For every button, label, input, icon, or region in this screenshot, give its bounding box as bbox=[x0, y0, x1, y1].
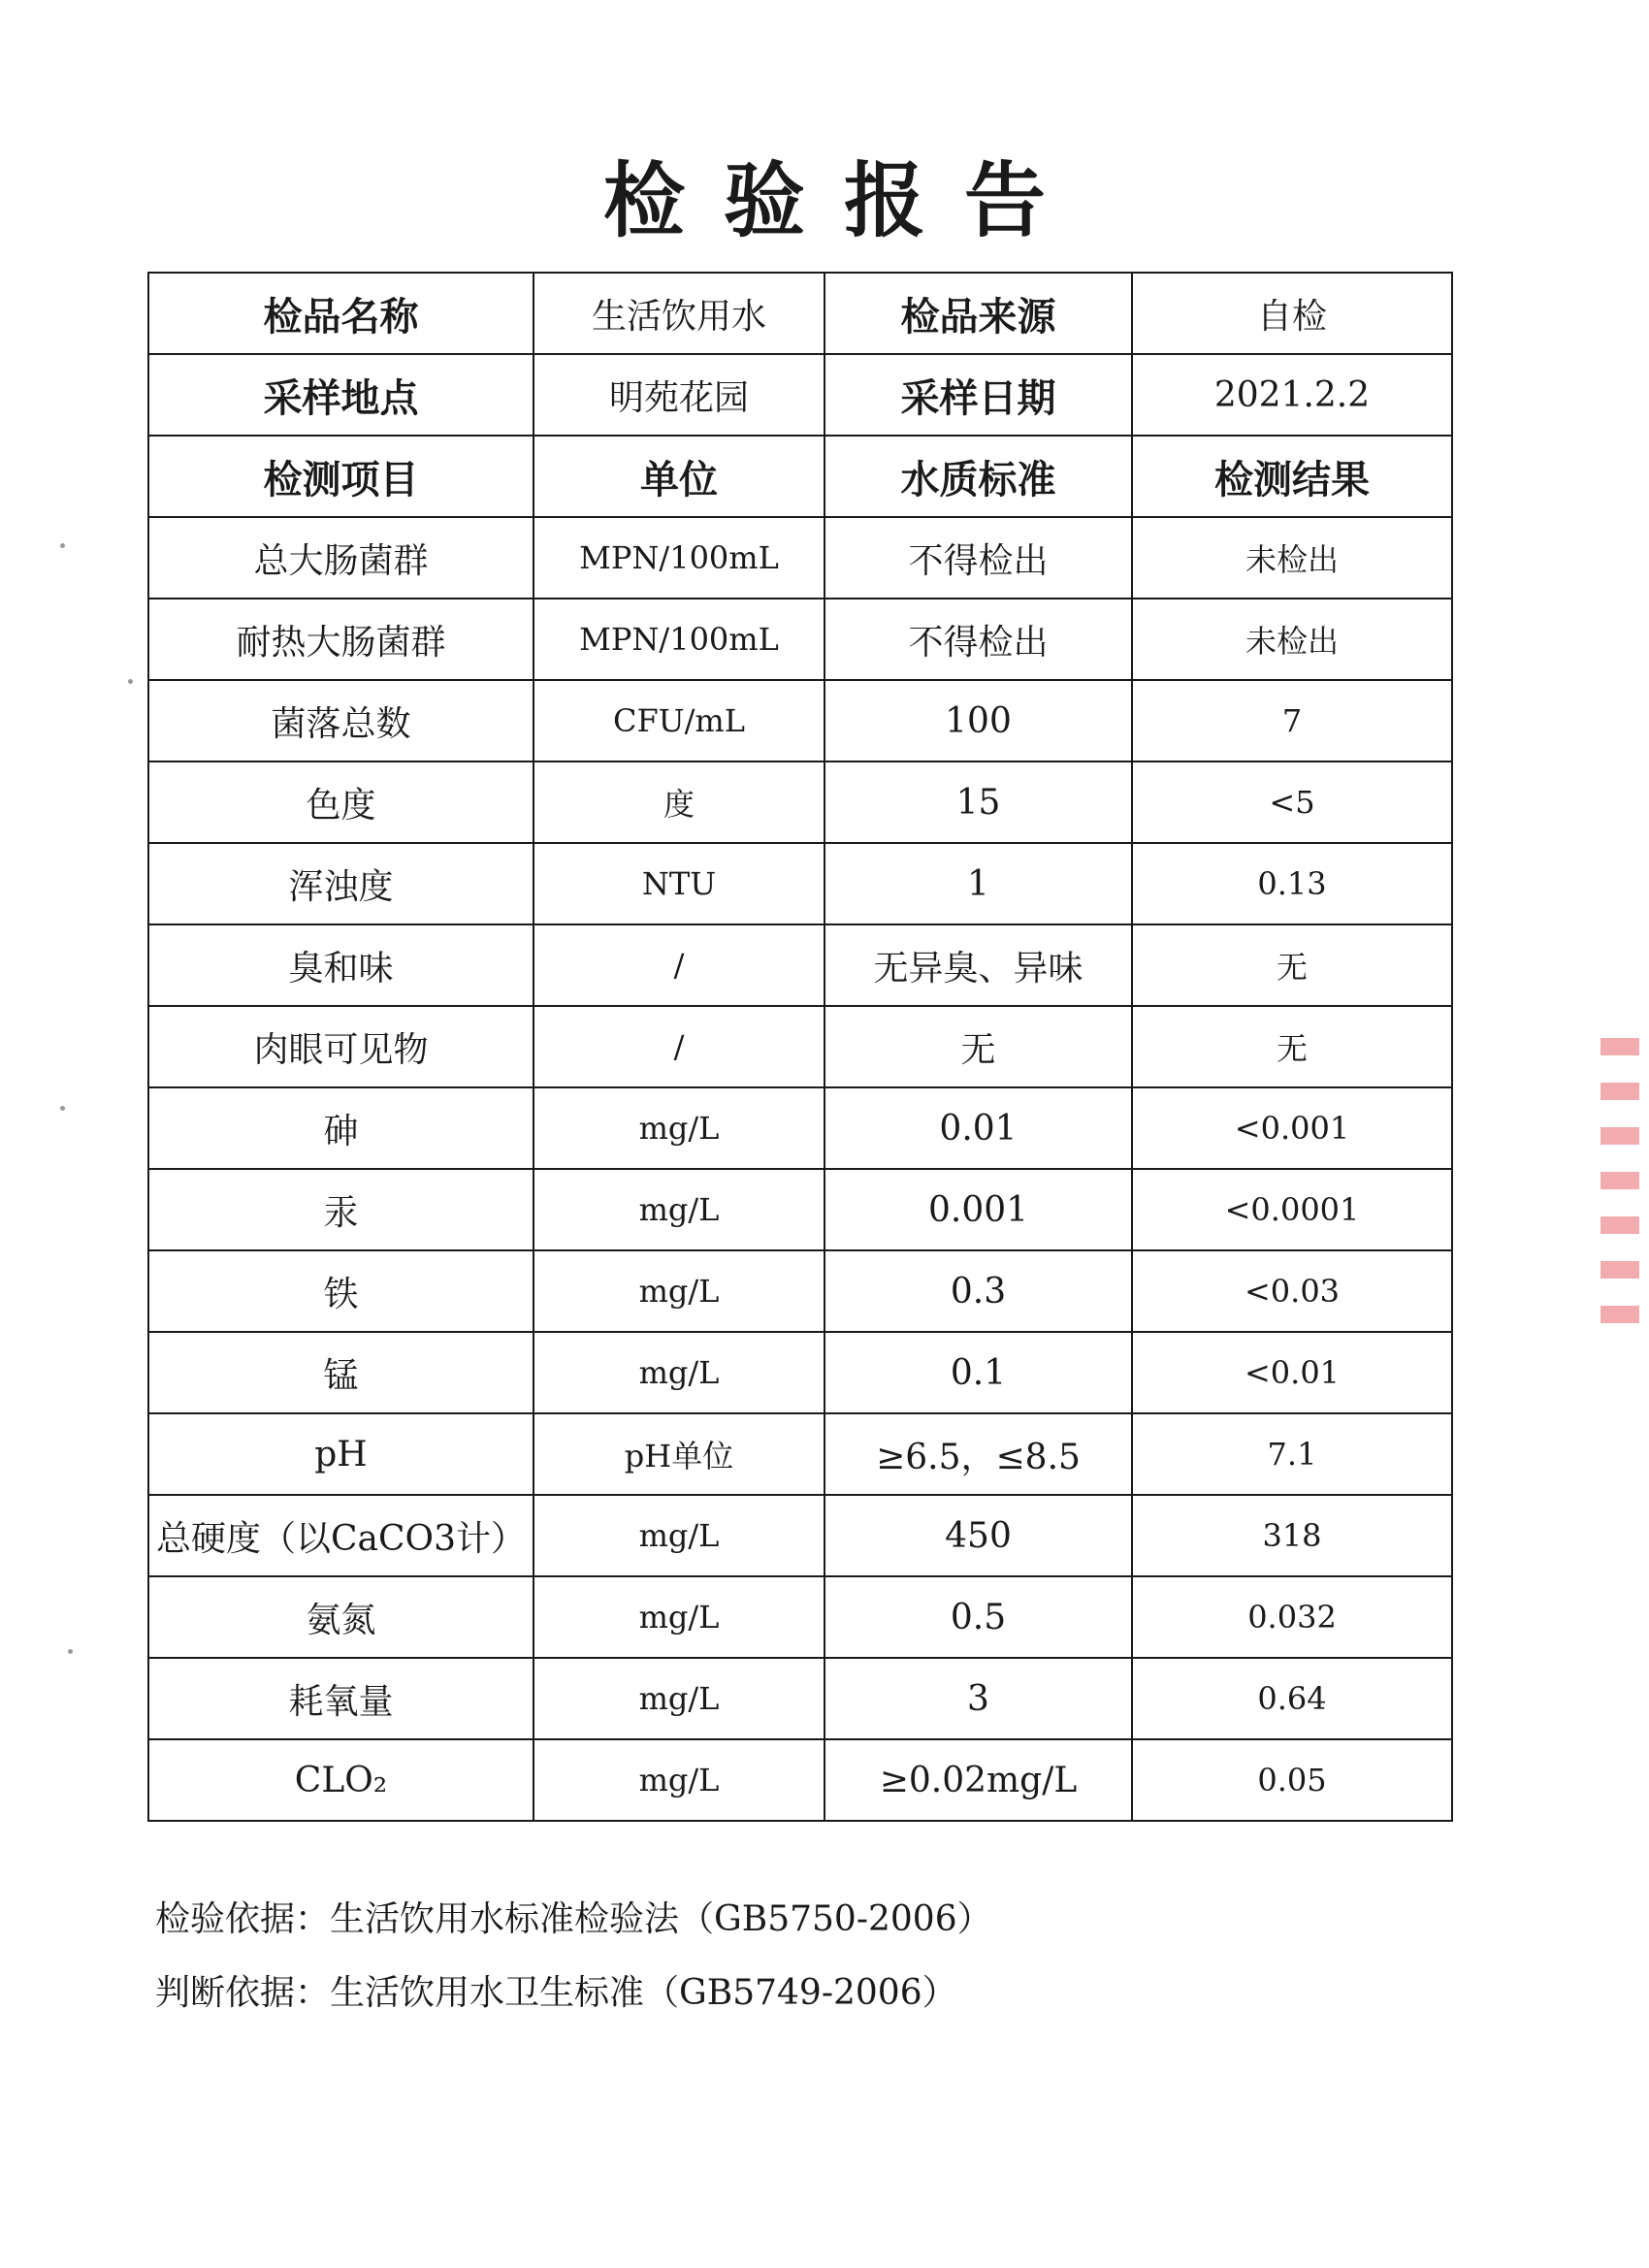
sampling-location-value: 明苑花园 bbox=[534, 354, 824, 436]
unit-cell: mg/L bbox=[534, 1332, 824, 1413]
table-row bbox=[148, 1576, 1452, 1658]
table-row bbox=[148, 1413, 1452, 1495]
unit-cell: / bbox=[534, 924, 824, 1006]
item-cell: 总大肠菌群 bbox=[148, 517, 534, 599]
unit-cell: CFU/mL bbox=[534, 680, 824, 761]
standard-cell: ≥6.5，≤8.5 bbox=[824, 1413, 1132, 1495]
red-seal-stamp bbox=[1600, 1038, 1639, 1348]
table-row bbox=[148, 1332, 1452, 1413]
item-cell: 锰 bbox=[148, 1332, 534, 1413]
item-cell: 色度 bbox=[148, 761, 534, 843]
item-cell: 氨氮 bbox=[148, 1576, 534, 1658]
header-row-sample bbox=[148, 273, 1452, 354]
column-header-row bbox=[148, 436, 1452, 517]
page-title: 检验报告 bbox=[602, 152, 1084, 248]
header-row-location bbox=[148, 354, 1452, 436]
standard-cell: 0.001 bbox=[824, 1169, 1132, 1250]
result-cell: <0.03 bbox=[1132, 1250, 1452, 1332]
standard-cell: 0.1 bbox=[824, 1332, 1132, 1413]
result-cell: 0.13 bbox=[1132, 843, 1452, 924]
unit-cell: / bbox=[534, 1006, 824, 1087]
standard-cell: 无 bbox=[824, 1006, 1132, 1087]
report-table bbox=[147, 272, 1453, 1822]
standard-cell: 1 bbox=[824, 843, 1132, 924]
unit-cell: mg/L bbox=[534, 1495, 824, 1576]
result-cell: 未检出 bbox=[1132, 599, 1452, 680]
item-cell: 臭和味 bbox=[148, 924, 534, 1006]
judgement-basis-note: 判断依据：生活饮用水卫生标准（GB5749-2006） bbox=[155, 1973, 957, 2013]
unit-cell: MPN/100mL bbox=[534, 599, 824, 680]
sample-name-value: 生活饮用水 bbox=[534, 273, 824, 354]
item-cell: 浑浊度 bbox=[148, 843, 534, 924]
test-basis-note: 检验依据：生活饮用水标准检验法（GB5750-2006） bbox=[155, 1899, 992, 1939]
standard-cell: 不得检出 bbox=[824, 517, 1132, 599]
scan-speck bbox=[128, 679, 133, 684]
column-header-unit: 单位 bbox=[534, 436, 824, 517]
item-cell: 砷 bbox=[148, 1087, 534, 1169]
item-cell: CLO₂ bbox=[148, 1739, 534, 1821]
standard-cell: 0.3 bbox=[824, 1250, 1132, 1332]
item-cell: 铁 bbox=[148, 1250, 534, 1332]
result-cell: <0.0001 bbox=[1132, 1169, 1452, 1250]
sample-name-label: 检品名称 bbox=[148, 273, 534, 354]
table-row bbox=[148, 1250, 1452, 1332]
unit-cell: 度 bbox=[534, 761, 824, 843]
scan-speck bbox=[60, 1106, 65, 1111]
sample-source-value: 自检 bbox=[1132, 273, 1452, 354]
table-row bbox=[148, 1658, 1452, 1739]
standard-cell: 0.01 bbox=[824, 1087, 1132, 1169]
standard-cell: 15 bbox=[824, 761, 1132, 843]
sampling-date-value: 2021.2.2 bbox=[1132, 354, 1452, 436]
unit-cell: pH单位 bbox=[534, 1413, 824, 1495]
column-header-result: 检测结果 bbox=[1132, 436, 1452, 517]
table-row bbox=[148, 1739, 1452, 1821]
standard-cell: 3 bbox=[824, 1658, 1132, 1739]
result-cell: 318 bbox=[1132, 1495, 1452, 1576]
table-row bbox=[148, 1087, 1452, 1169]
unit-cell: NTU bbox=[534, 843, 824, 924]
unit-cell: mg/L bbox=[534, 1658, 824, 1739]
result-cell: <5 bbox=[1132, 761, 1452, 843]
standard-cell: 0.5 bbox=[824, 1576, 1132, 1658]
item-cell: 耗氧量 bbox=[148, 1658, 534, 1739]
sampling-location-label: 采样地点 bbox=[148, 354, 534, 436]
standard-cell: 100 bbox=[824, 680, 1132, 761]
result-cell: 无 bbox=[1132, 924, 1452, 1006]
table-row bbox=[148, 680, 1452, 761]
table-row bbox=[148, 517, 1452, 599]
column-header-standard: 水质标准 bbox=[824, 436, 1132, 517]
standard-cell: 450 bbox=[824, 1495, 1132, 1576]
unit-cell: mg/L bbox=[534, 1087, 824, 1169]
item-cell: 菌落总数 bbox=[148, 680, 534, 761]
result-cell: 0.032 bbox=[1132, 1576, 1452, 1658]
unit-cell: mg/L bbox=[534, 1739, 824, 1821]
unit-cell: mg/L bbox=[534, 1169, 824, 1250]
table-row bbox=[148, 1495, 1452, 1576]
result-cell: <0.001 bbox=[1132, 1087, 1452, 1169]
table-row bbox=[148, 843, 1452, 924]
result-cell: 0.05 bbox=[1132, 1739, 1452, 1821]
table-row bbox=[148, 761, 1452, 843]
item-cell: pH bbox=[148, 1413, 534, 1495]
table-row bbox=[148, 599, 1452, 680]
scan-speck bbox=[60, 543, 65, 548]
table-row bbox=[148, 1006, 1452, 1087]
result-cell: 7.1 bbox=[1132, 1413, 1452, 1495]
result-cell: <0.01 bbox=[1132, 1332, 1452, 1413]
report-table-body bbox=[148, 273, 1452, 1821]
scan-speck bbox=[68, 1649, 73, 1654]
result-cell: 7 bbox=[1132, 680, 1452, 761]
standard-cell: ≥0.02mg/L bbox=[824, 1739, 1132, 1821]
unit-cell: MPN/100mL bbox=[534, 517, 824, 599]
sampling-date-label: 采样日期 bbox=[824, 354, 1132, 436]
result-cell: 未检出 bbox=[1132, 517, 1452, 599]
table-row bbox=[148, 924, 1452, 1006]
item-cell: 肉眼可见物 bbox=[148, 1006, 534, 1087]
unit-cell: mg/L bbox=[534, 1250, 824, 1332]
item-cell: 总硬度（以CaCO3计） bbox=[148, 1495, 534, 1576]
table-row bbox=[148, 1169, 1452, 1250]
column-header-item: 检测项目 bbox=[148, 436, 534, 517]
result-cell: 无 bbox=[1132, 1006, 1452, 1087]
item-cell: 耐热大肠菌群 bbox=[148, 599, 534, 680]
sample-source-label: 检品来源 bbox=[824, 273, 1132, 354]
standard-cell: 不得检出 bbox=[824, 599, 1132, 680]
item-cell: 汞 bbox=[148, 1169, 534, 1250]
unit-cell: mg/L bbox=[534, 1576, 824, 1658]
standard-cell: 无异臭、异味 bbox=[824, 924, 1132, 1006]
result-cell: 0.64 bbox=[1132, 1658, 1452, 1739]
